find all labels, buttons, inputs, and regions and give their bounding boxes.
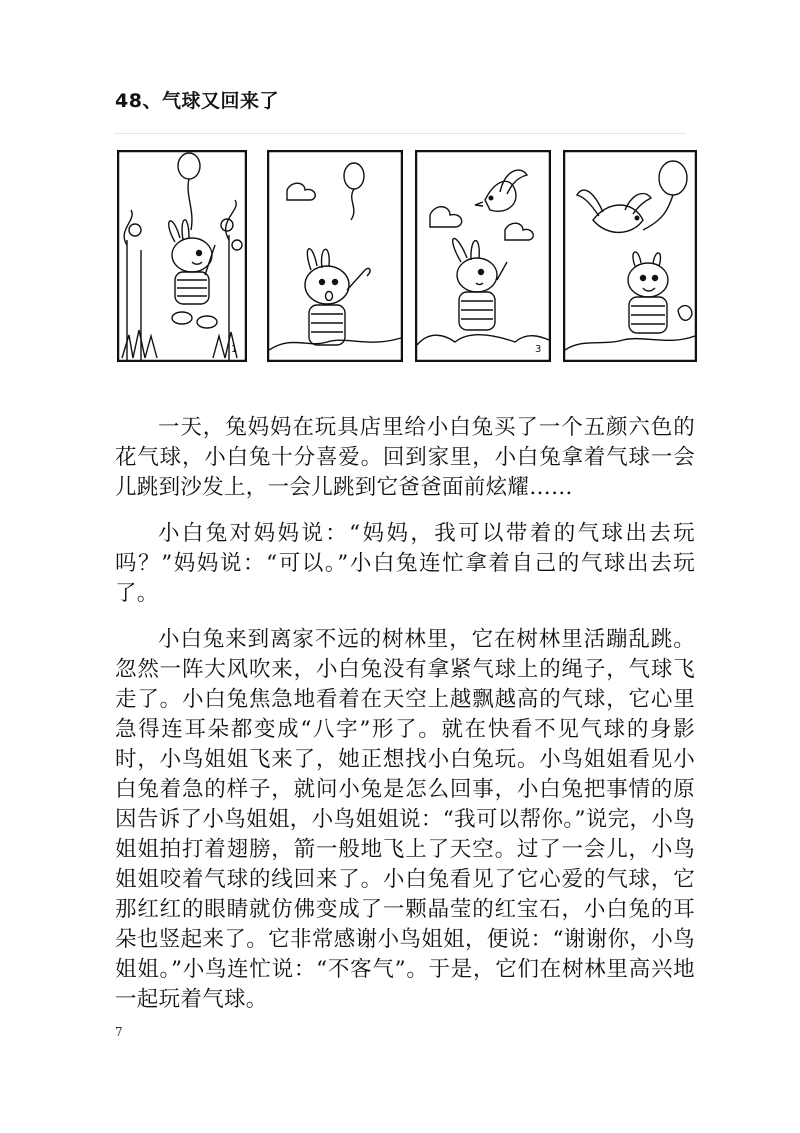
story-paragraph-2: 小白兔对妈妈说：“妈妈，我可以带着的气球出去玩吗？”妈妈说：“可以。”小白兔连忙拿着自己的气球出去玩了。 <box>115 521 695 606</box>
panel-number-1: 1 <box>231 344 238 355</box>
panel-number-3: 3 <box>535 344 542 355</box>
comic-panel-2 <box>267 150 403 362</box>
comic-panel-3 <box>415 150 551 362</box>
comic-strip <box>117 150 697 365</box>
comic-panel-4 <box>563 150 697 362</box>
story-text <box>115 413 695 1031</box>
page-number: 7 <box>115 1025 123 1039</box>
story-paragraph-3: 小白兔来到离家不远的树林里，它在树林里活蹦乱跳。忽然一阵大风吹来，小白兔没有拿紧气球上的绳子，气球飞走了。小白兔焦急地看着在天空上越飘越高的气球，它心里急得连耳朵都变成“八字”形了。就在快看不见气球的身影时，小鸟姐姐飞来了，她正想找小白兔玩。小鸟姐姐看见小白兔着急的样子，就问小兔是怎么回事，小白兔把事情的原因告诉了小鸟姐姐，小鸟姐姐说：“我可以帮你。”说完，小鸟姐姐拍打着翅膀，箭一般地飞上了天空。过了一会儿，小鸟姐姐咬着气球的线回来了。小白兔看见了它心爱的气球，它那红红的眼睛就仿佛变成了一颗晶莹的红宝石，小白兔的耳朵也竖起来了。它非常感谢小鸟姐姐，便说：“谢谢你，小鸟姐姐。”小鸟连忙说：“不客气”。于是，它们在树林里高兴地一起玩着气球。 <box>115 627 695 1012</box>
title-divider <box>114 133 686 134</box>
comic-panel-1 <box>117 150 247 362</box>
story-paragraph-1: 一天，兔妈妈在玩具店里给小白兔买了一个五颜六色的花气球，小白兔十分喜爱。回到家里，小白兔拿着气球一会儿跳到沙发上，一会儿跳到它爸爸面前炫耀…… <box>115 415 695 500</box>
page-title: 48、气球又回来了 <box>115 90 279 112</box>
